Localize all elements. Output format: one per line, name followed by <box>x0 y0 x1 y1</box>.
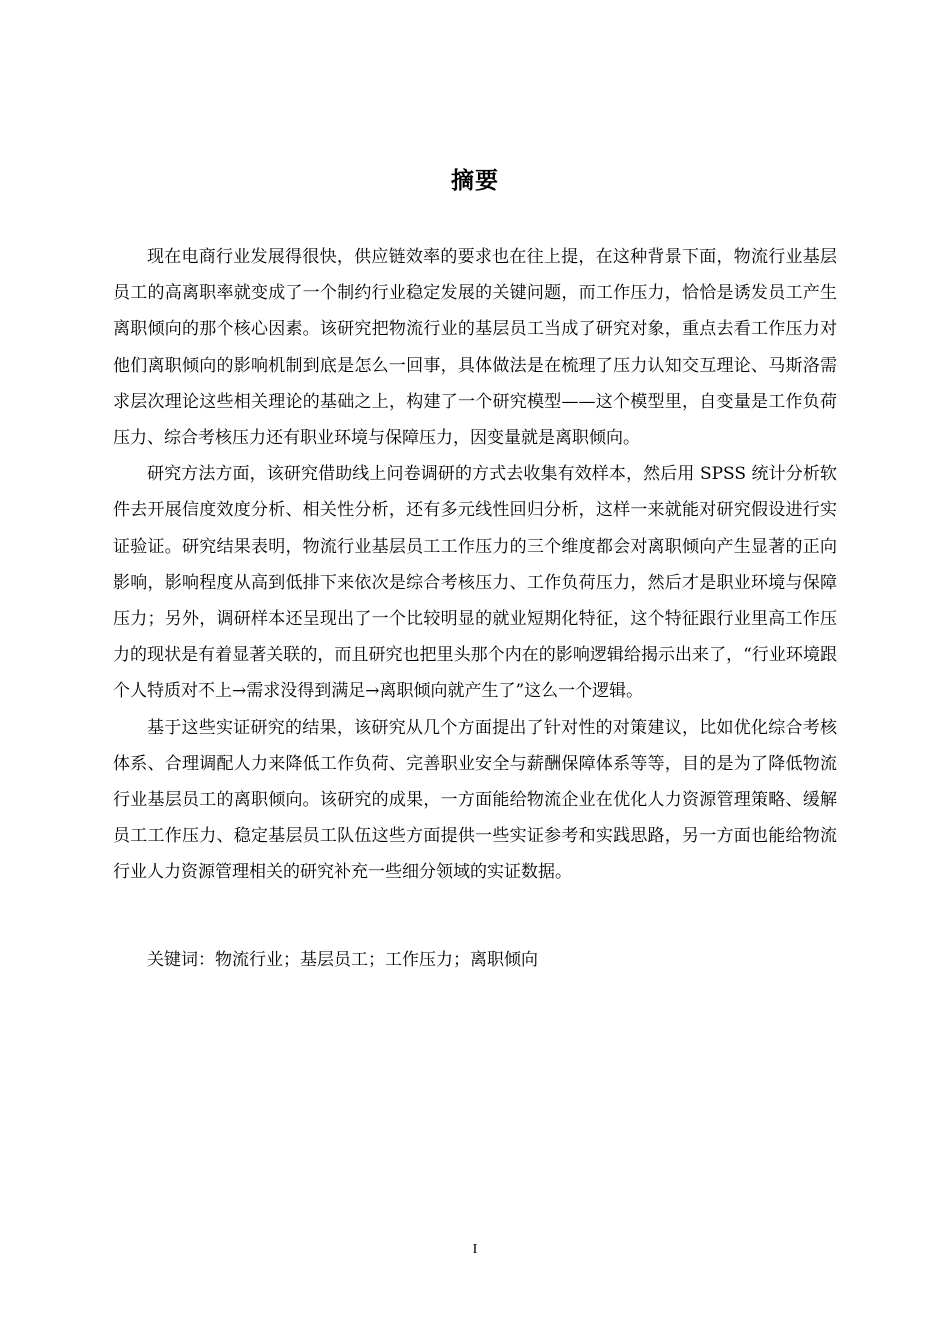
abstract-paragraph-2: 研究方法方面，该研究借助线上问卷调研的方式去收集有效样本，然后用 SPSS 统计分析软件去开展信度效度分析、相关性分析，还有多元线性回归分析，这样一来就能对研究假设进行实证验证。研究结果表明，物流行业基层员工工作压力的三个维度都会对离职倾向产生显著的正向影响，影响程度从高到低排下来依次是综合考核压力、工作负荷压力，然后才是职业环境与保障压力；另外，调研样本还呈现出了一个比较明显的就业短期化特征，这个特征跟行业里高工作压力的现状是有着显著关联的，而且研究也把里头那个内在的影响逻辑给揭示出来了，“行业环境跟个人特质对不上→需求没得到满足→离职倾向就产生了”这么一个逻辑。 <box>113 464 837 702</box>
abstract-paragraph-3: 基于这些实证研究的结果，该研究从几个方面提出了针对性的对策建议，比如优化综合考核体系、合理调配人力来降低工作负荷、完善职业安全与薪酬保障体系等等，目的是为了降低物流行业基层员工的离职倾向。该研究的成果，一方面能给物流企业在优化人力资源管理策略、缓解员工工作压力、稳定基层员工队伍这些方面提供一些实证参考和实践思路，另一方面也能给物流行业人力资源管理相关的研究补充一些细分领域的实证数据。 <box>113 717 837 883</box>
keywords-line: 关键词：物流行业；基层员工；工作压力；离职倾向 <box>147 950 538 970</box>
abstract-body <box>113 239 837 891</box>
page-number: I <box>472 1242 478 1257</box>
page-title: 摘要 <box>451 168 499 194</box>
abstract-paragraph-1: 现在电商行业发展得很快，供应链效率的要求也在往上提，在这种背景下面，物流行业基层员工的高离职率就变成了一个制约行业稳定发展的关键问题，而工作压力，恰恰是诱发员工产生离职倾向的那个核心因素。该研究把物流行业的基层员工当成了研究对象，重点去看工作压力对他们离职倾向的影响机制到底是怎么一回事，具体做法是在梳理了压力认知交互理论、马斯洛需求层次理论这些相关理论的基础之上，构建了一个研究模型——这个模型里，自变量是工作负荷压力、综合考核压力还有职业环境与保障压力，因变量就是离职倾向。 <box>113 247 837 449</box>
